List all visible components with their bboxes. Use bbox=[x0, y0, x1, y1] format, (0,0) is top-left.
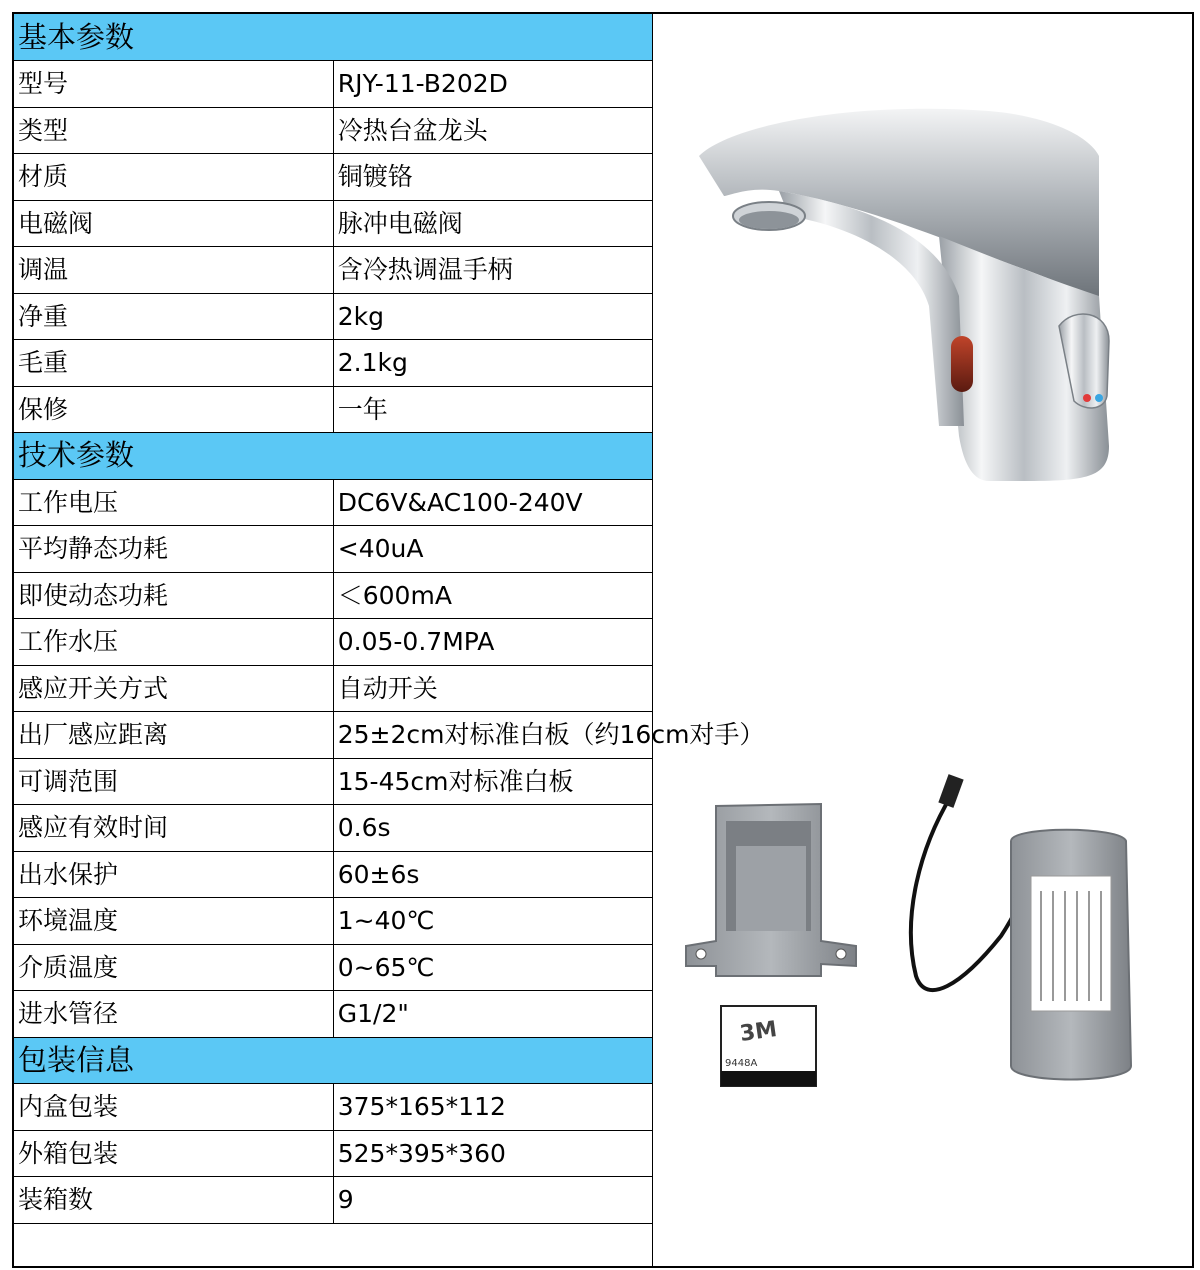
section-title: 包装信息 bbox=[14, 1037, 653, 1084]
param-value: 铜镀铬 bbox=[333, 154, 652, 201]
table-row bbox=[14, 340, 653, 387]
param-label: 进水管径 bbox=[14, 991, 333, 1038]
param-value: 冷热台盆龙头 bbox=[333, 107, 652, 154]
param-value: ＜600mA bbox=[333, 572, 652, 619]
param-label: 材质 bbox=[14, 154, 333, 201]
param-value: 525*395*360 bbox=[333, 1130, 652, 1177]
param-value: 脉冲电磁阀 bbox=[333, 200, 652, 247]
table-row bbox=[14, 619, 653, 666]
param-label: 平均静态功耗 bbox=[14, 526, 333, 573]
image-panel bbox=[652, 14, 1192, 1266]
param-label: 环境温度 bbox=[14, 898, 333, 945]
table-row bbox=[14, 200, 653, 247]
param-value: 375*165*112 bbox=[333, 1084, 652, 1131]
param-label: 毛重 bbox=[14, 340, 333, 387]
param-label: 即使动态功耗 bbox=[14, 572, 333, 619]
param-value: 60±6s bbox=[333, 851, 652, 898]
table-row bbox=[14, 665, 653, 712]
sensor-accessories-photo bbox=[681, 766, 1161, 1086]
param-value: DC6V&AC100-240V bbox=[333, 479, 652, 526]
param-value: 9 bbox=[333, 1177, 652, 1224]
param-value: 1~40℃ bbox=[333, 898, 652, 945]
section-header bbox=[14, 1037, 653, 1084]
param-value: 含冷热调温手柄 bbox=[333, 247, 652, 294]
param-label: 保修 bbox=[14, 386, 333, 433]
table-row bbox=[14, 386, 653, 433]
param-label: 净重 bbox=[14, 293, 333, 340]
param-value: 15-45cm对标准白板 bbox=[333, 758, 652, 805]
param-label: 出水保护 bbox=[14, 851, 333, 898]
table-row bbox=[14, 944, 653, 991]
param-label: 工作电压 bbox=[14, 479, 333, 526]
table-row bbox=[14, 851, 653, 898]
param-value: 2.1kg bbox=[333, 340, 652, 387]
param-value: 25±2cm对标准白板（约16cm对手） bbox=[333, 712, 652, 759]
param-value: 一年 bbox=[333, 386, 652, 433]
table-row bbox=[14, 805, 653, 852]
param-value: 0~65℃ bbox=[333, 944, 652, 991]
table-row bbox=[14, 1177, 653, 1224]
spec-sheet bbox=[12, 12, 1194, 1268]
param-value: 0.05-0.7MPA bbox=[333, 619, 652, 666]
param-label: 感应有效时间 bbox=[14, 805, 333, 852]
faucet-photo bbox=[689, 96, 1129, 496]
section-header bbox=[14, 433, 653, 480]
param-label: 外箱包装 bbox=[14, 1130, 333, 1177]
param-label: 调温 bbox=[14, 247, 333, 294]
tape-brand-text: 3M bbox=[738, 1017, 779, 1047]
table-row bbox=[14, 61, 653, 108]
table-row bbox=[14, 154, 653, 201]
section-title: 技术参数 bbox=[14, 433, 653, 480]
section-title: 基本参数 bbox=[14, 14, 653, 61]
param-value: 0.6s bbox=[333, 805, 652, 852]
section-header bbox=[14, 14, 653, 61]
table-row bbox=[14, 526, 653, 573]
table-row bbox=[14, 247, 653, 294]
param-label: 工作水压 bbox=[14, 619, 333, 666]
param-value: <40uA bbox=[333, 526, 652, 573]
table-row bbox=[14, 1084, 653, 1131]
param-label: 型号 bbox=[14, 61, 333, 108]
param-value: G1/2" bbox=[333, 991, 652, 1038]
param-value: 自动开关 bbox=[333, 665, 652, 712]
table-row bbox=[14, 898, 653, 945]
param-label: 介质温度 bbox=[14, 944, 333, 991]
param-label: 内盒包装 bbox=[14, 1084, 333, 1131]
table-row bbox=[14, 991, 653, 1038]
param-label: 可调范围 bbox=[14, 758, 333, 805]
param-value: RJY-11-B202D bbox=[333, 61, 652, 108]
table-row bbox=[14, 712, 653, 759]
table-row bbox=[14, 107, 653, 154]
table-row bbox=[14, 758, 653, 805]
param-label: 装箱数 bbox=[14, 1177, 333, 1224]
table-row bbox=[14, 572, 653, 619]
table-row bbox=[14, 479, 653, 526]
param-value: 2kg bbox=[333, 293, 652, 340]
table-row bbox=[14, 1130, 653, 1177]
param-label: 电磁阀 bbox=[14, 200, 333, 247]
param-label: 出厂感应距离 bbox=[14, 712, 333, 759]
param-label: 类型 bbox=[14, 107, 333, 154]
param-label: 感应开关方式 bbox=[14, 665, 333, 712]
table-row bbox=[14, 293, 653, 340]
tape-code-text: 9448A bbox=[725, 1058, 758, 1069]
